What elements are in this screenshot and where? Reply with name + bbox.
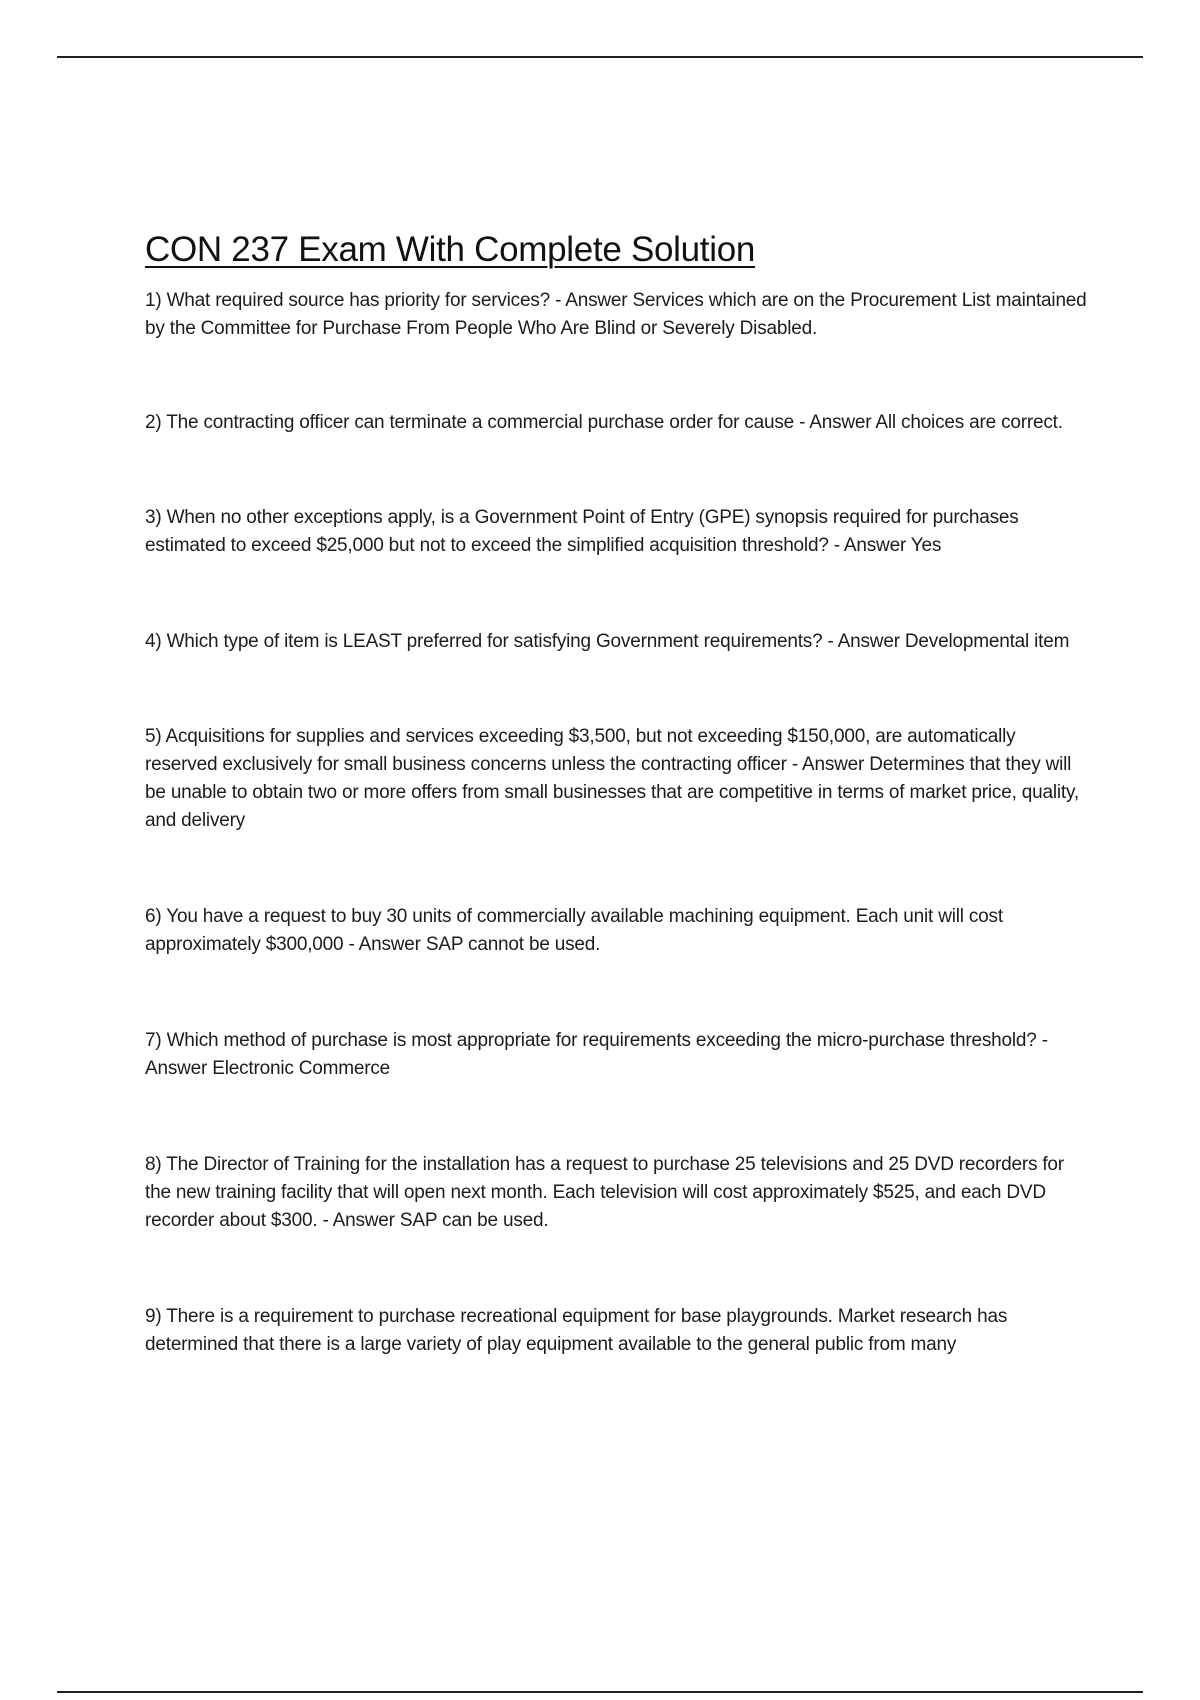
question-4: 4) Which type of item is LEAST preferred for satisfying Government requirements? - Answer Developmental item: [145, 631, 1070, 652]
question-1: 1) What required source has priority for services? - Answer Services which are on the Procurement List maintained by the Committee for Purchase From People Who Are Blind or Severely Disabled.: [145, 290, 1087, 339]
question-8: 8) The Director of Training for the installation has a request to purchase 25 televisions and 25 DVD recorders for the new training facility that will open next month. Each television will cost approximately $525, and each DVD recorder about $300. - Answer SAP can be used.: [145, 1154, 1064, 1231]
question-5: 5) Acquisitions for supplies and services exceeding $3,500, but not exceeding $150,000, are automatically reserved exclusively for small business concerns unless the contracting officer - Answer Determines that they will be unable to obtain two or more offers from small businesses that are competitive in terms of market price, quality, and delivery: [145, 726, 1079, 831]
document-title: CON 237 Exam With Complete Solution: [145, 230, 756, 269]
question-2: 2) The contracting officer can terminate a commercial purchase order for cause - Answer All choices are correct.: [145, 412, 1063, 433]
header-rule: [57, 56, 1143, 58]
question-9: 9) There is a requirement to purchase recreational equipment for base playgrounds. Market research has determined that there is a large variety of play equipment available to the general public from many: [145, 1306, 1008, 1355]
question-7: 7) Which method of purchase is most appropriate for requirements exceeding the micro-purchase threshold? - Answer Electronic Commerce: [145, 1030, 1048, 1079]
question-6: 6) You have a request to buy 30 units of commercially available machining equipment. Each unit will cost approximately $300,000 - Answer SAP cannot be used.: [145, 906, 1003, 955]
footer-rule: [57, 1691, 1143, 1693]
document-body: [145, 228, 1090, 1359]
question-3: 3) When no other exceptions apply, is a Government Point of Entry (GPE) synopsis required for purchases estimated to exceed $25,000 but not to exceed the simplified acquisition threshold? - Answer Yes: [145, 507, 1019, 556]
